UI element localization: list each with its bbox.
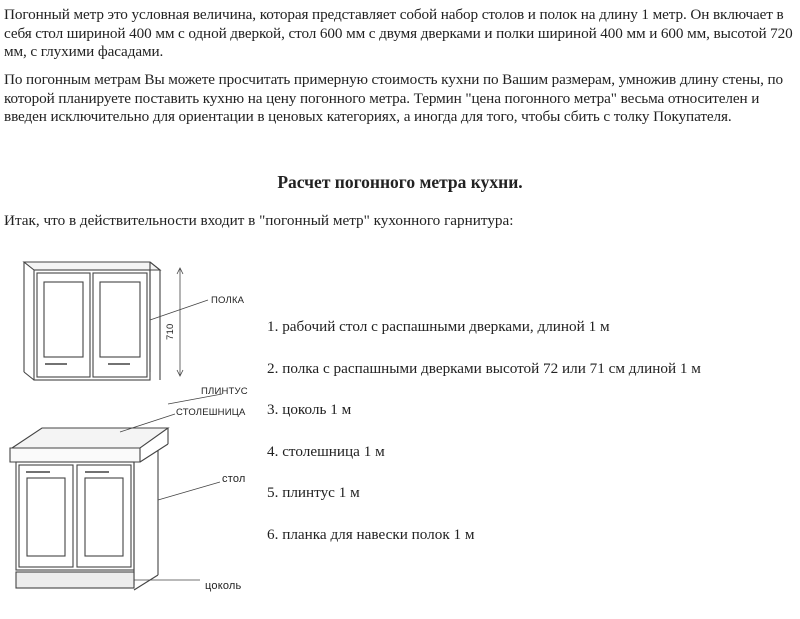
label-base: цоколь (205, 580, 242, 592)
list-item: 1. рабочий стол с распашными дверками, длиной 1 м (267, 318, 610, 335)
label-height: 710 (165, 323, 176, 340)
label-table: стол (222, 473, 246, 485)
list-item: 6. планка для навески полок 1 м (267, 525, 475, 543)
label-plinth: ПЛИНТУС (201, 386, 248, 397)
wall-cabinet-drawing (24, 262, 160, 380)
list-item: 2. полка с распашными дверками высотой 72 или 71 см длиной 1 м (267, 359, 701, 377)
paragraph-definition: Погонный метр это условная величина, которая представляет собой набор столов и полок на длину 1 метр. Он включает в себя стол шириной 400 мм с одной дверкой, стол 600 мм с двумя дверками и полки шириной 400 мм и 600 мм, высотой 720 мм, с глухими фасадами. (4, 6, 793, 61)
list-item: 5. плинтус 1 м (267, 484, 360, 501)
intro-text: Итак, что в действительности входит в "погонный метр" кухонного гарнитура: (4, 212, 514, 229)
label-shelf: ПОЛКА (211, 295, 245, 306)
component-list (267, 318, 701, 567)
section-heading: Расчет погонного метра кухни. (277, 172, 523, 192)
label-countertop: СТОЛЕШНИЦА (176, 407, 246, 418)
list-item: 3. цоколь 1 м (267, 401, 352, 418)
paragraph-pricing: По погонным метрам Вы можете просчитать примерную стоимость кухни по Вашим размерам, умножив длину стены, по которой планируете поставить кухню на цену погонного метра. Термин "цена погонного метра" весьма относителен и введен исключительно для ориентации в ценовых категориях, а иногда для того, чтобы сбить с толку Покупателя. (4, 71, 784, 126)
kitchen-cabinet-diagram (0, 250, 265, 619)
list-item: 4. столешница 1 м (267, 442, 385, 460)
base-cabinet-drawing (10, 428, 168, 590)
